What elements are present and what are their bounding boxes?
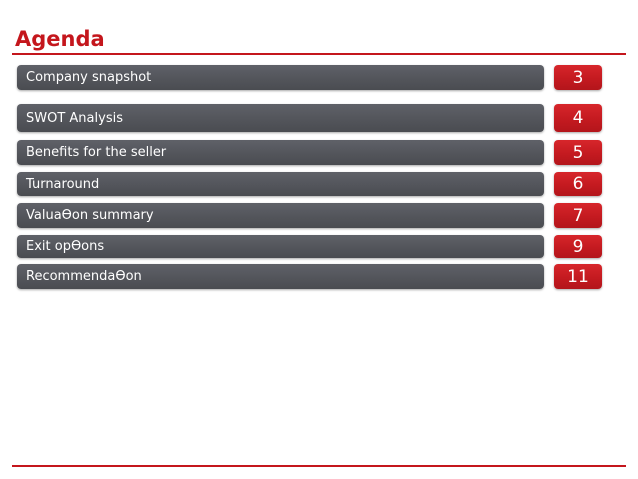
agenda-item[interactable] (0, 235, 638, 258)
agenda-item[interactable] (0, 264, 638, 289)
agenda-item[interactable] (0, 140, 638, 165)
agenda-item[interactable] (0, 203, 638, 228)
footer-divider (12, 465, 626, 467)
slide-title: Agenda (15, 27, 105, 51)
agenda-item-label: Beneﬁts for the seller (26, 145, 167, 160)
agenda-item-label: Company snapshot (26, 70, 152, 85)
agenda-item-page-number: 7 (554, 203, 602, 228)
agenda-item-page-number: 4 (554, 104, 602, 132)
agenda-item[interactable] (0, 172, 638, 196)
agenda-item-bar (17, 235, 544, 258)
agenda-item-label: Turnaround (26, 176, 100, 192)
agenda-item-page-number: 5 (554, 140, 602, 165)
agenda-item-page-number: 6 (554, 172, 602, 196)
agenda-item-bar (17, 203, 544, 228)
agenda-item-label: Exit opƟons (26, 239, 105, 254)
agenda-item-label: ValuaƟon summary (26, 208, 154, 223)
agenda-item-bar (17, 104, 544, 132)
agenda-item-label: SWOT Analysis (26, 110, 123, 126)
agenda-item[interactable] (0, 104, 638, 132)
agenda-item-bar (17, 140, 544, 165)
agenda-item-page-number: 3 (554, 65, 602, 90)
agenda-item-bar (17, 172, 544, 196)
agenda-item[interactable] (0, 65, 638, 90)
agenda-item-label: RecommendaƟon (26, 269, 142, 284)
agenda-item-bar (17, 264, 544, 289)
agenda-item-page-number: 11 (554, 264, 602, 289)
agenda-item-page-number: 9 (554, 235, 602, 258)
agenda-item-bar (17, 65, 544, 90)
